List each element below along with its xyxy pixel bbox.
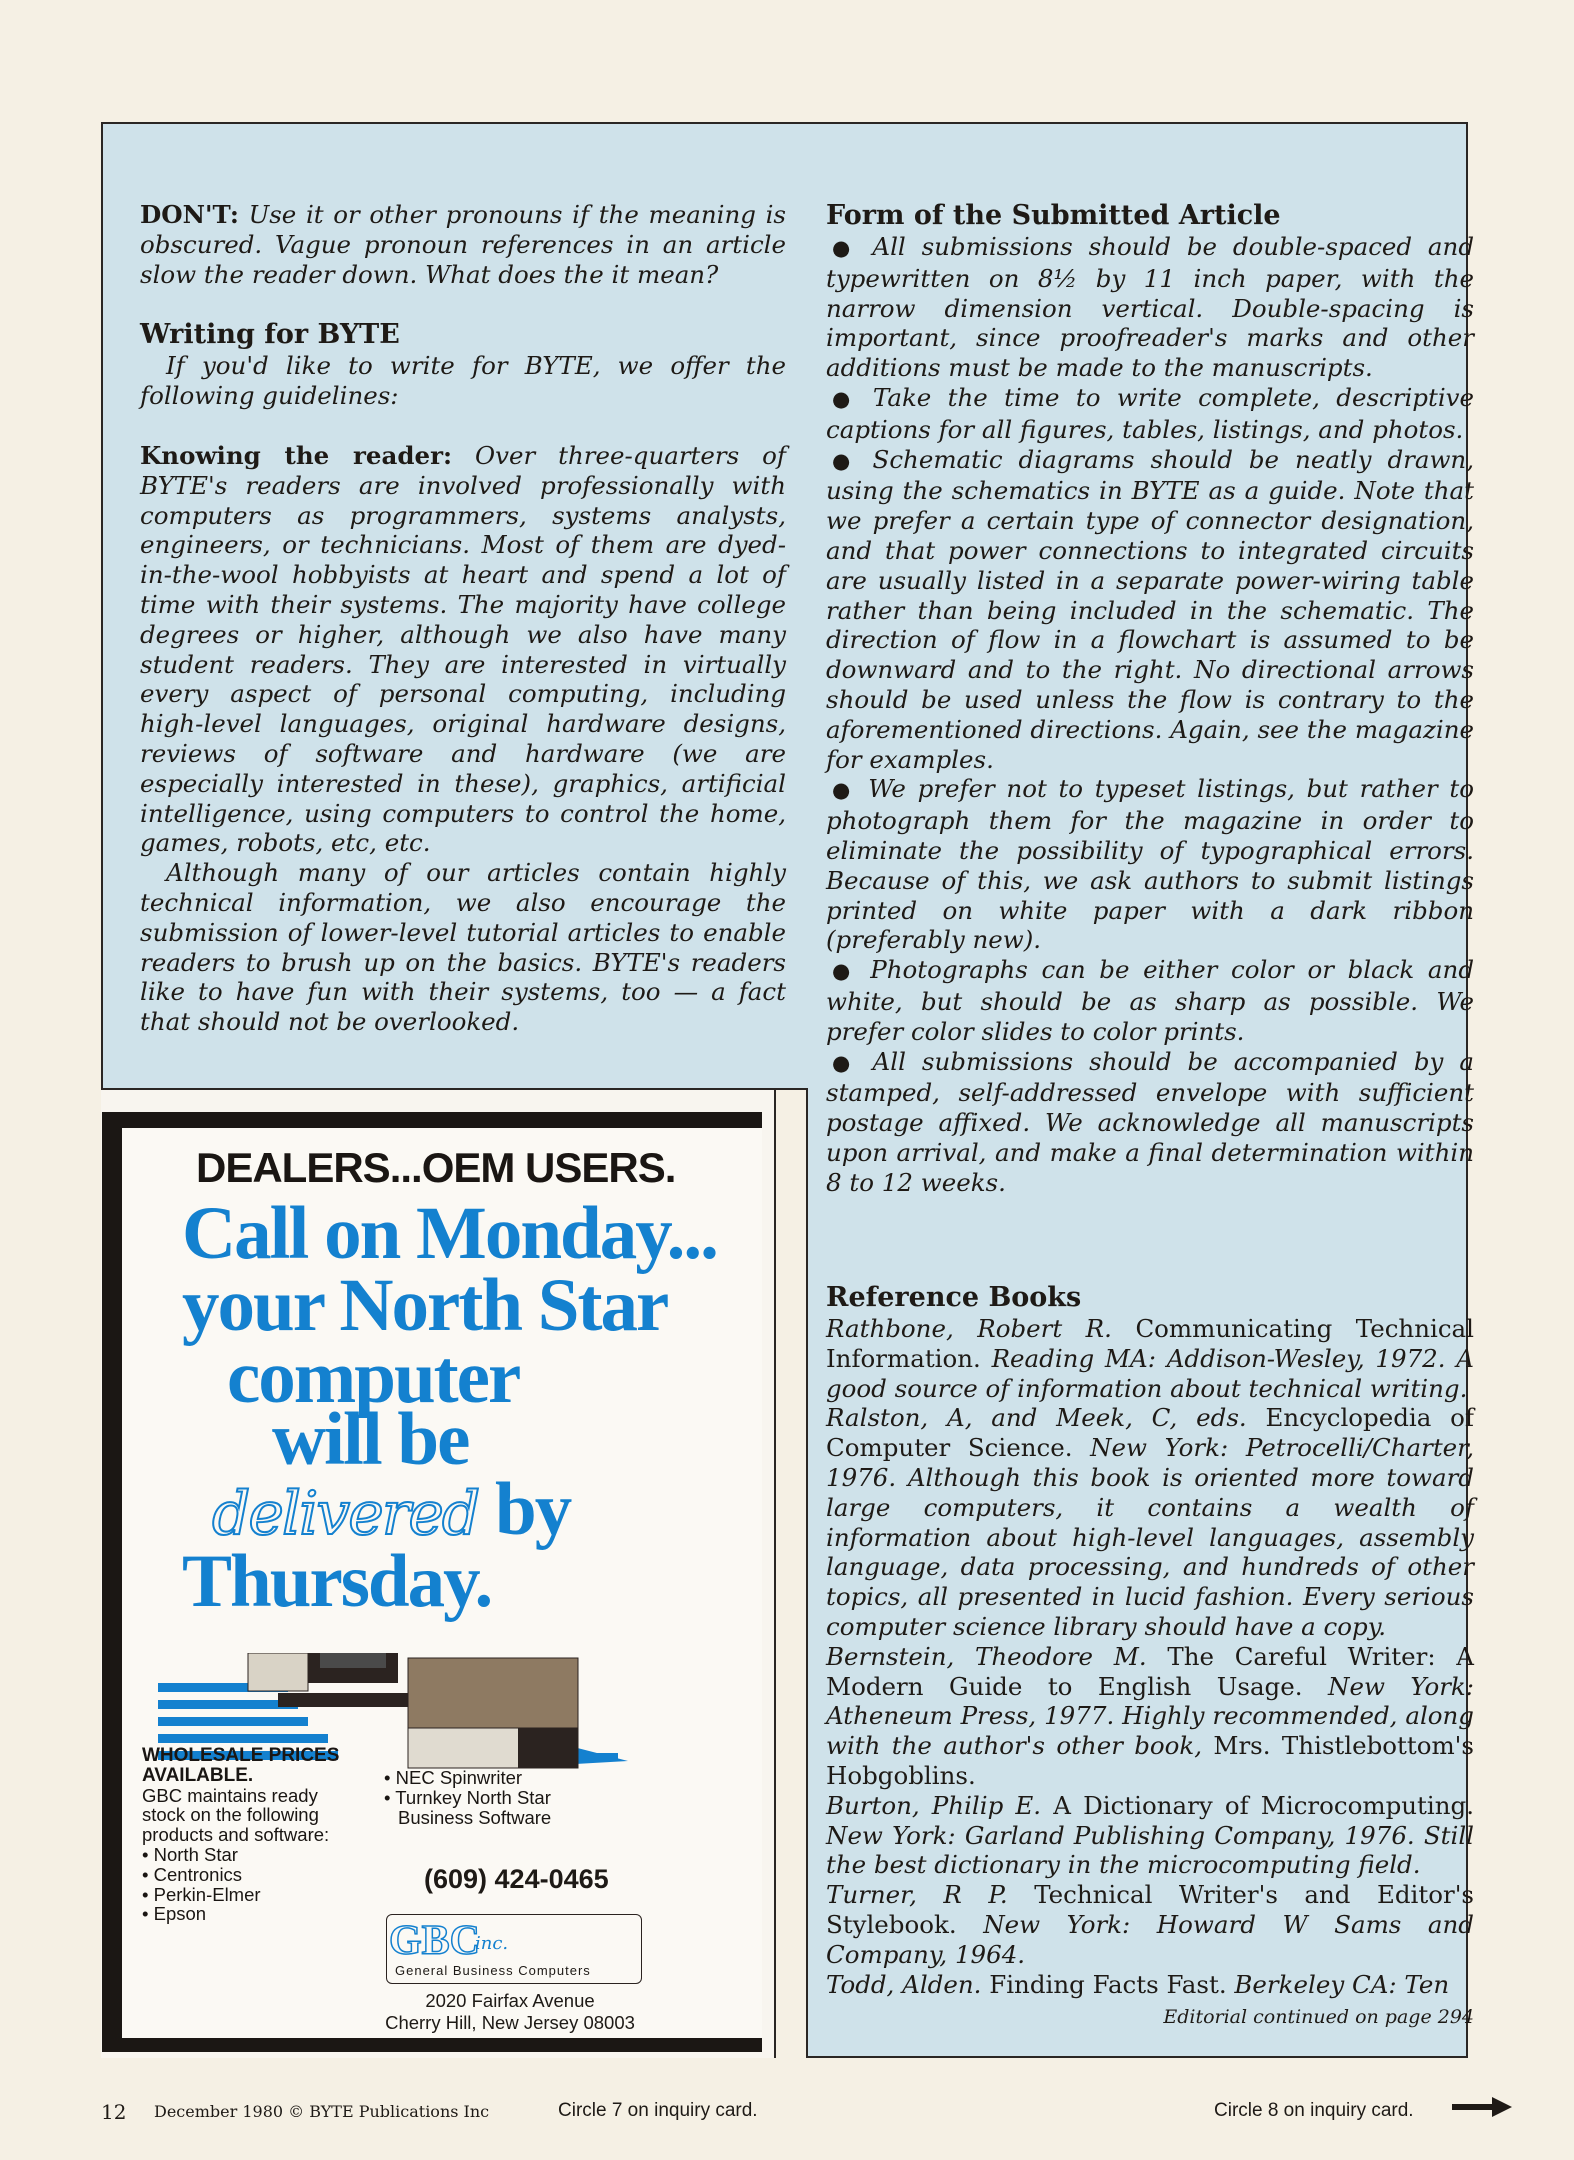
reader-label: Knowing the reader: bbox=[140, 440, 453, 470]
guideline-item: ● Photographs can be either color or black and white, but should be as sharp as possible. We prefer color slides to color prints. bbox=[826, 955, 1474, 1046]
ad-headline-line: computer bbox=[227, 1336, 520, 1419]
dont-text: Use it or other pronouns if the meaning is obscured. Vague pronoun references in an article slow the reader down. What does the it mean? bbox=[140, 200, 786, 289]
writing-intro: If you'd like to write for BYTE, we offer the following guidelines: bbox=[140, 351, 786, 411]
publication-line: December 1980 © BYTE Publications Inc bbox=[154, 2102, 490, 2121]
gbc-logo-inc: inc. bbox=[475, 1933, 509, 1954]
form-heading: Form of the Submitted Article bbox=[826, 200, 1281, 231]
reference-item: Bernstein, Theodore M. The Careful Writer: A Modern Guide to English Usage. New York: Atheneum Press, 1977. Highly recommended, along with the author's other book, Mrs. Thistlebottom's Hobgoblins. bbox=[826, 1641, 1474, 1790]
continued-note: Editorial continued on page 294 bbox=[1163, 2006, 1474, 2029]
dont-label: DON'T: bbox=[140, 200, 239, 229]
advertisement bbox=[122, 1128, 762, 2038]
ad-address-city: Cherry Hill, New Jersey 08003 bbox=[385, 2012, 635, 2033]
gbc-logo bbox=[386, 1914, 642, 1984]
ad-headline-delivered: delivered bbox=[212, 1479, 479, 1549]
list-item: • Centronics bbox=[142, 1865, 362, 1885]
list-item: • North Star bbox=[142, 1845, 362, 1865]
page-number: 12 bbox=[101, 2100, 127, 2124]
articles-paragraph: Although many of our articles contain highly technical information, we also encourage the submission of lower-level tutorial articles to enable readers to brush up on the basics. BYTE's readers like to have fun with their systems, too — a fact that should not be overlooked. bbox=[140, 858, 786, 1037]
inquiry-note-7: Circle 7 on inquiry card. bbox=[558, 2100, 758, 2121]
guideline-item: ● Schematic diagrams should be neatly drawn, using the schematics in BYTE as a guide. Note that we prefer a certain type of connector designation, and that power connections to integrated circuits are usually listed in a separate power-wiring table rather than being included in the schematic. The direction of flow in a flowchart is assumed to be downward and to the right. No directional arrows should be used unless the flow is contrary to the aforementioned directions. Again, see the magazine for examples. bbox=[826, 445, 1474, 775]
list-item: • Epson bbox=[142, 1904, 362, 1924]
reader-paragraph bbox=[140, 441, 786, 858]
ad-product-list bbox=[142, 1845, 362, 1924]
guideline-item: ● Take the time to write complete, descriptive captions for all figures, tables, listings, and photos. bbox=[826, 383, 1474, 445]
ad-headline-line: Thursday. bbox=[182, 1540, 492, 1623]
reader-text: Over three-quarters of BYTE's readers are involved professionally with computers as programmers, systems analysts, engineers, or technicians. Most of them are dyed-in-the-wool hobbyists at heart and spend a lot of time with their systems. The majority have college degrees or higher, although we also have many student readers. They are interested in virtually every aspect of personal computing, including high-level languages, original hardware designs, reviews of software and hardware (we are especially interested in these), graphics, artificial intelligence, using computers to control the home, games, robots, etc, etc. bbox=[140, 440, 786, 858]
ad-address-street: 2020 Fairfax Avenue bbox=[425, 1990, 595, 2011]
gbc-logo-mark: GBC bbox=[389, 1918, 481, 1964]
guideline-item: ● We prefer not to typeset listings, but rather to photograph them for the magazine in order to eliminate the possibility of typographical errors. Because of this, we ask authors to submit listings printed on white paper with a dark ribbon (preferably new). bbox=[826, 774, 1474, 955]
ad-heading: DEALERS...OEM USERS. bbox=[196, 1144, 676, 1191]
reference-item: Turner, R P. Technical Writer's and Editor's Stylebook. New York: Howard W Sams and Company, 1964. bbox=[826, 1880, 1475, 1969]
inquiry-note-8: Circle 8 on inquiry card. bbox=[1214, 2100, 1414, 2121]
references-section bbox=[826, 1282, 1474, 2033]
dont-paragraph bbox=[140, 200, 786, 289]
ad-headline-line: Call on Monday... bbox=[182, 1192, 717, 1275]
reference-item: Rathbone, Robert R. Communicating Technical Information. Reading MA: Addison-Wesley, 1972. A good source of information about technical writing. bbox=[826, 1314, 1474, 1403]
gbc-company-name: General Business Computers bbox=[395, 1963, 591, 1978]
list-item: • NEC Spinwriter bbox=[384, 1768, 604, 1788]
arrow-right-icon bbox=[1452, 2097, 1512, 2117]
writing-heading: Writing for BYTE bbox=[140, 319, 400, 351]
ad-headline-line: your North Star bbox=[182, 1264, 668, 1347]
ad-software-list bbox=[384, 1768, 604, 1827]
references-heading: Reference Books bbox=[826, 1282, 1082, 1313]
ad-wholesale-block bbox=[142, 1746, 362, 1924]
list-item: • Turnkey North Star Business Software bbox=[384, 1788, 604, 1828]
ad-headline-line: will be bbox=[272, 1398, 469, 1481]
right-column bbox=[826, 200, 1474, 1198]
reference-item: Ralston, A, and Meek, C, eds. Encyclopedia of Computer Science. New York: Petrocelli/Charter, 1976. Although this book is oriented more toward large computers, it contains a wealth of information about high-level languages, assembly language, data processing, and hundreds of other topics, all presented in lucid fashion. Every serious computer science library should have a copy. bbox=[826, 1403, 1474, 1641]
reference-item: Burton, Philip E. A Dictionary of Microcomputing. New York: Garland Publishing Company, 1976. Still the best dictionary in the microcomputing field. bbox=[826, 1790, 1474, 1880]
left-column bbox=[140, 200, 786, 1037]
guideline-item: ● All submissions should be accompanied by a stamped, self-addressed envelope with sufficient postage affixed. We acknowledge all manuscripts upon arrival, and make a final determination within 8 to 12 weeks. bbox=[826, 1047, 1474, 1198]
ad-wholesale-heading: WHOLESALE PRICES AVAILABLE. bbox=[142, 1745, 340, 1786]
ad-wholesale-text: GBC maintains ready stock on the following products and software: bbox=[142, 1784, 330, 1846]
list-item: • Perkin-Elmer bbox=[142, 1885, 362, 1905]
ad-headline-line: delivered by bbox=[212, 1468, 571, 1551]
ad-phone: (609) 424-0465 bbox=[424, 1864, 609, 1894]
guideline-item: ● All submissions should be double-spaced and typewritten on 8½ by 11 inch paper, with the narrow dimension vertical. Double-spacing is important, since proofreader's marks and other additions must be made to the manuscripts. bbox=[826, 232, 1474, 383]
reference-item: Todd, Alden. Finding Facts Fast. Berkeley CA: Ten bbox=[826, 1969, 1450, 1999]
